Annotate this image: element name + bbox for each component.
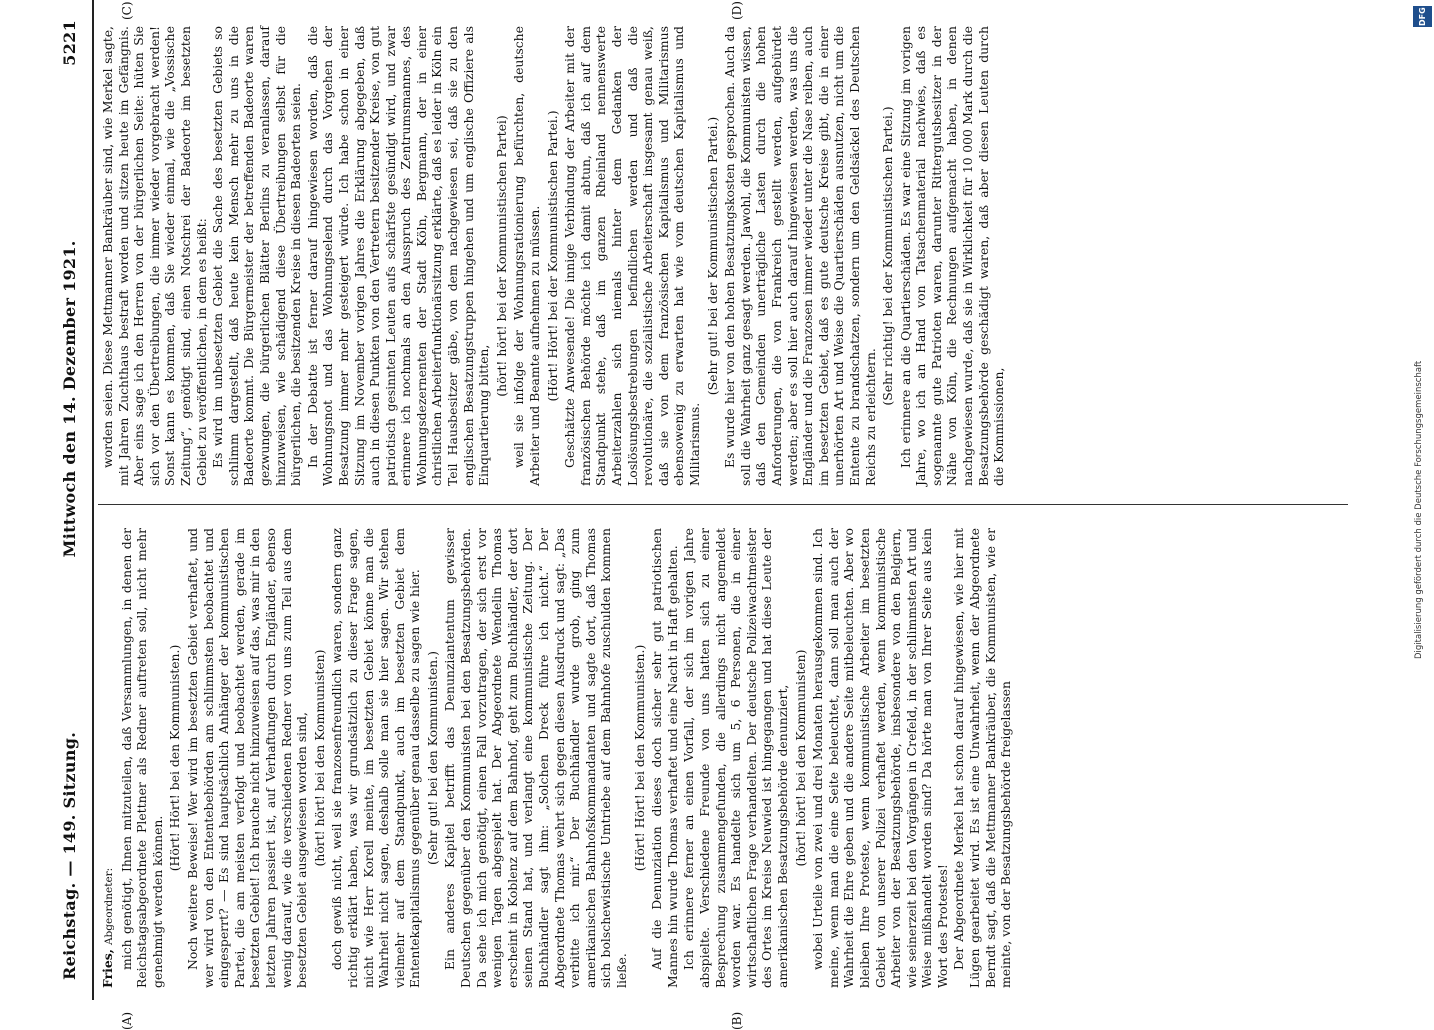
right-paragraph: Es wird im unbesetzten Gebiet die Sache des besetzten Gebiets so schlimm dargestellt, daß heute kein Mensch mehr zu uns in die Badeorte kommt. Die Bürgermeister der betreffenden Badeorte waren gezwungen, die bürgerlichen Blätter Berlins zu veranlassen, darauf hinzuweisen, wie schädigend diese Übertreibungen selbst für die bürgerlichen, die besitzenden Kreise in diesen Badeorten seien. — [210, 26, 304, 486]
speaker-name: Fries, — [100, 949, 115, 988]
right-paragraph: Es wurde hier von den hohen Besatzungskosten gesprochen. Auch da soll die Wahrheit ganz gesagt werden. Jawohl, die Kommunisten wissen, daß den Gemeinden unerträgliche Lasten durch die hohen Anforderungen, die von Frankreich gestellt werden, aufgebürdet werden; aber es soll hier auch darauf hingewiesen werden, was uns die Engländer und die Franzosen immer wieder unter die Nase reiben, auch im besetzten Gebiet, daß es gute deutsche Kreise gibt, die in einer unerhörten Art und Weise die Quartierschäden ausnutzen, nicht um die Entente zu brandschatzen, sondern um den Geldsäckel des Deutschen Reichs zu erleichtern. — [722, 26, 878, 486]
page-number: 5221 — [60, 20, 79, 66]
right-paragraph: Ich erinnere an die Quartierschäden. Es war eine Sitzung im vorigen Jahre, wo ich an Hand von Tatsachenmaterial nachwies, daß es sogenannte gute Patrioten waren, darunter Rittergutsbesitzer in der Nähe von Köln, die Rechnungen aufgemacht haben, in denen nachgewiesen wurde, daß sie in Wirklichkeit für 10 000 Mark durch die Besatzungsbehörde geschädigt waren, daß aber diesen Leuten durch die Kommissionen, — [897, 26, 1007, 486]
digitization-note: Digitalisierung gefördert durch die Deutsche Forschungsgemeinschaft — [1414, 360, 1424, 660]
left-paragraphs — [119, 528, 1014, 988]
margin-letter-b: (B) — [730, 1011, 744, 1030]
header-left: Reichstag. — 149. Sitzung. — [60, 731, 79, 980]
right-paragraph: (Sehr richtig! bei der Kommunistischen Partei.) — [880, 106, 896, 406]
left-column — [100, 528, 1015, 988]
left-paragraph: doch gewiß nicht, weil sie franzosenfreundlich waren, sondern ganz richtig erklärt haben, was wir grundsätzlich zu dieser Frage sagen, nicht wie Herr Korell meinte, im besetzten Gebiet könne man die Wahrheit nicht sagen, deshalb solle man sie hier sagen. Wir stehen vielmehr auf dem Standpunkt, auch im besetzten Gebiet dem Ententekapitalismus gegenüber genau dasselbe zu sagen wie hier. — [329, 528, 423, 988]
left-paragraph: mich genötigt, Ihnen mitzuteilen, daß Versammlungen, in denen der Reichstagsabgeordnete Plettner als Redner auftreten soll, nicht mehr genehmigt werden können. — [118, 528, 165, 988]
running-header — [60, 20, 82, 980]
speaker-line — [100, 528, 118, 988]
header-center: Mittwoch den 14. Dezember 1921. — [60, 240, 79, 558]
left-paragraph: (hört! hört! bei den Kommunisten) — [792, 649, 808, 867]
right-paragraph: worden seien. Diese Mettmanner Bankräuber sind, wie Merkel sagte, mit Jahren Zuchthaus bestraft worden und sitzen heute im Gefängnis. Aber eins sage ich den Herren von der bürgerlichen Seite: hüten Sie sich vor den Übertreibungen, die immer wieder vorgebracht werden! Sonst kann es kommen, daß Sie wieder einmal, wie die „Vossische Zeitung“, genötigt sind, einen Notschrei der Badeorte im besetzten Gebiet zu veröffentlichen, in dem es heißt: — [100, 26, 209, 486]
right-paragraph: (Hört! Hört! bei der Kommunistischen Partei.) — [544, 110, 560, 402]
margin-letter-d: (D) — [730, 1, 744, 20]
column-divider — [98, 504, 1348, 505]
left-paragraph: (Hört! Hört! bei den Kommunisten.) — [631, 644, 647, 872]
left-paragraph: Auf die Denunziation dieses doch sicher sehr gut patriotischen Mannes hin wurde Thomas verhaftet und eine Nacht in Haft gehalten. — [649, 528, 680, 988]
dfg-logo: DFG — [1413, 6, 1432, 27]
left-paragraph: Noch weitere Beweise! Wer wird im besetzten Gebiet verhaftet, und wer wird von den Ententebehörden am schlimmsten beobachtet und eingesperrt? — Es sind hauptsächlich Anhänger der kommunistischen Partei, die am meisten verfolgt und beobachtet werden, gerade im besetzten Gebiet! Ich brauche nicht hinzuweisen auf das, was mir in den letzten Jahren passiert ist, auf Verhaftungen durch Engländer, ebenso wenig darauf, wie die verschiedenen Redner von uns zum Teil aus dem besetzten Gebiet ausgewiesen worden sind, — [184, 528, 310, 988]
header-rule — [92, 0, 94, 1000]
left-paragraph: (Sehr gut! bei den Kommunisten.) — [424, 651, 440, 865]
right-paragraph: weil sie infolge der Wohnungsrationierung befürchten, deutsche Arbeiter und Beamte aufnehmen zu müssen. — [511, 26, 543, 486]
left-paragraph: Ich erinnere ferner an einen Vorfall, der sich im vorigen Jahre abspielte. Verschiedene Freunde von uns hatten sich zu einer Besprechung zusammengefunden, die allerdings nicht angemeldet worden war. Es handelte sich um 5, 6 Personen, die in einer wirtschaftlichen Frage verhandelten. Der deutsche Polizeiwachtmeister des Ortes im Kreise Neuwied ist hingegangen und hat diese Leute der amerikanischen Besatzungsbehörde denunziert, — [681, 528, 790, 988]
left-paragraph: (hört! hört! bei den Kommunisten) — [311, 649, 327, 867]
margin-letter-c: (C) — [120, 1, 134, 20]
speaker-note: Abgeordneter: — [103, 867, 115, 946]
left-paragraph: Ein anderes Kapitel betrifft das Denunziantentum gewisser Deutschen gegenüber den Kommunisten bei den Besatzungsbehörden. Da sehe ich mich genötigt, einen Fall vorzutragen, der sich erst vor wenigen Tagen abgespielt hat. Der Abgeordnete Wendelin Thomas erscheint in Koblenz auf dem Bahnhof, geht zum Buchhändler, der dort seinen Stand hat, und verlangt eine kommunistische Zeitung. Der Buchhändler sagt ihm: „Solchen Dreck führe ich nicht.“ Der Abgeordnete Thomas wehrt sich gegen diesen Ausdruck und sagt: „Das verbitte ich mir.“ Der Buchhändler wurde grob, ging zum amerikanischen Bahnhofskommandanten und sagte dort, daß Thomas sich bolschewistische Umtriebe auf dem Bahnhofe zuschulden kommen ließe. — [442, 528, 629, 988]
left-paragraph: wobei Urteile von zwei und drei Monaten herausgekommen sind. Ich meine, wenn man die eine Seite beleuchtet, dann soll man auch der Wahrheit die Ehre geben und die andere Seite mitbeleuchten. Aber wo bleiben Ihre Proteste, wenn kommunistische Arbeiter im besetzten Gebiet von unserer Polizei verhaftet werden, wenn kommunistische Arbeiter von der Besatzungsbehörde, insbesondere von den Belgiern, wie seinerzeit bei den Vorgängen in Crefeld, in der schlimmsten Art und Weise mißhandelt worden sind? Da hörte man von Ihrer Seite aus kein Wort des Protestes! — [810, 528, 950, 988]
right-paragraphs — [100, 26, 1007, 486]
right-paragraph: Geschätzte Anwesende! Die innige Verbindung der Arbeiter mit der französischen Behörde möchte ich damit abtun, daß ich auf dem Standpunkt stehe, daß im ganzen Rheinland nennenswerte Arbeiterzahlen sich niemals hinter dem Gedanken der Loslösungsbestrebungen befindlichen werden und daß die revolutionäre, die sozialistische Arbeiterschaft insgesamt genau weiß, daß sie von dem französischen Kapitalismus und Militarismus ebensowenig zu erwarten hat wie vom deutschen Kapitalismus und Militarismus. — [562, 26, 702, 486]
margin-letter-a: (A) — [120, 1011, 134, 1030]
left-paragraph: (Hört! Hört! bei den Kommunisten.) — [167, 644, 183, 872]
right-paragraph: (Sehr gut! bei der Kommunistischen Partei.) — [704, 116, 720, 396]
left-paragraph: Der Abgeordnete Merkel hat schon darauf hingewiesen, wie hier mit Lügen gearbeitet wird. Es ist eine Unwahrheit, wenn der Abgeordnete Berndt sagt, daß die Mettmanner Bankräuber, die Kommunisten, wie er meinte, von der Besatzungsbehörde freigelassen — [951, 528, 1014, 988]
right-paragraph: (hört! hört! bei der Kommunistischen Partei) — [493, 115, 509, 397]
right-paragraph: In der Debatte ist ferner darauf hingewiesen worden, daß die Wohnungsnot und das Wohnungselend durch das Vorgehen der Besatzung immer mehr gesteigert würde. Ich habe schon in einer Sitzung im November vorigen Jahres die Erklärung abgegeben, daß auch in diesen Punkten von den Vertretern besitzender Kreise, von gut patriotisch gesinnten Leuten aufs schärfste gesündigt wird, und zwar erinnere ich nochmals an den Ausspruch des Zentrumsmannes, des Wohnungsdezernenten der Stadt Köln, Bergmann, der in einer christlichen Arbeiterfunktionärsitzung erklärte, daß es leider in Köln ein Teil Hausbesitzer gäbe, von dem nachgewiesen sei, daß sie zu den englischen Besatzungstruppen hingehen und um englische Offiziere als Einquartierung bitten, — [304, 26, 492, 486]
right-column — [100, 26, 1008, 486]
